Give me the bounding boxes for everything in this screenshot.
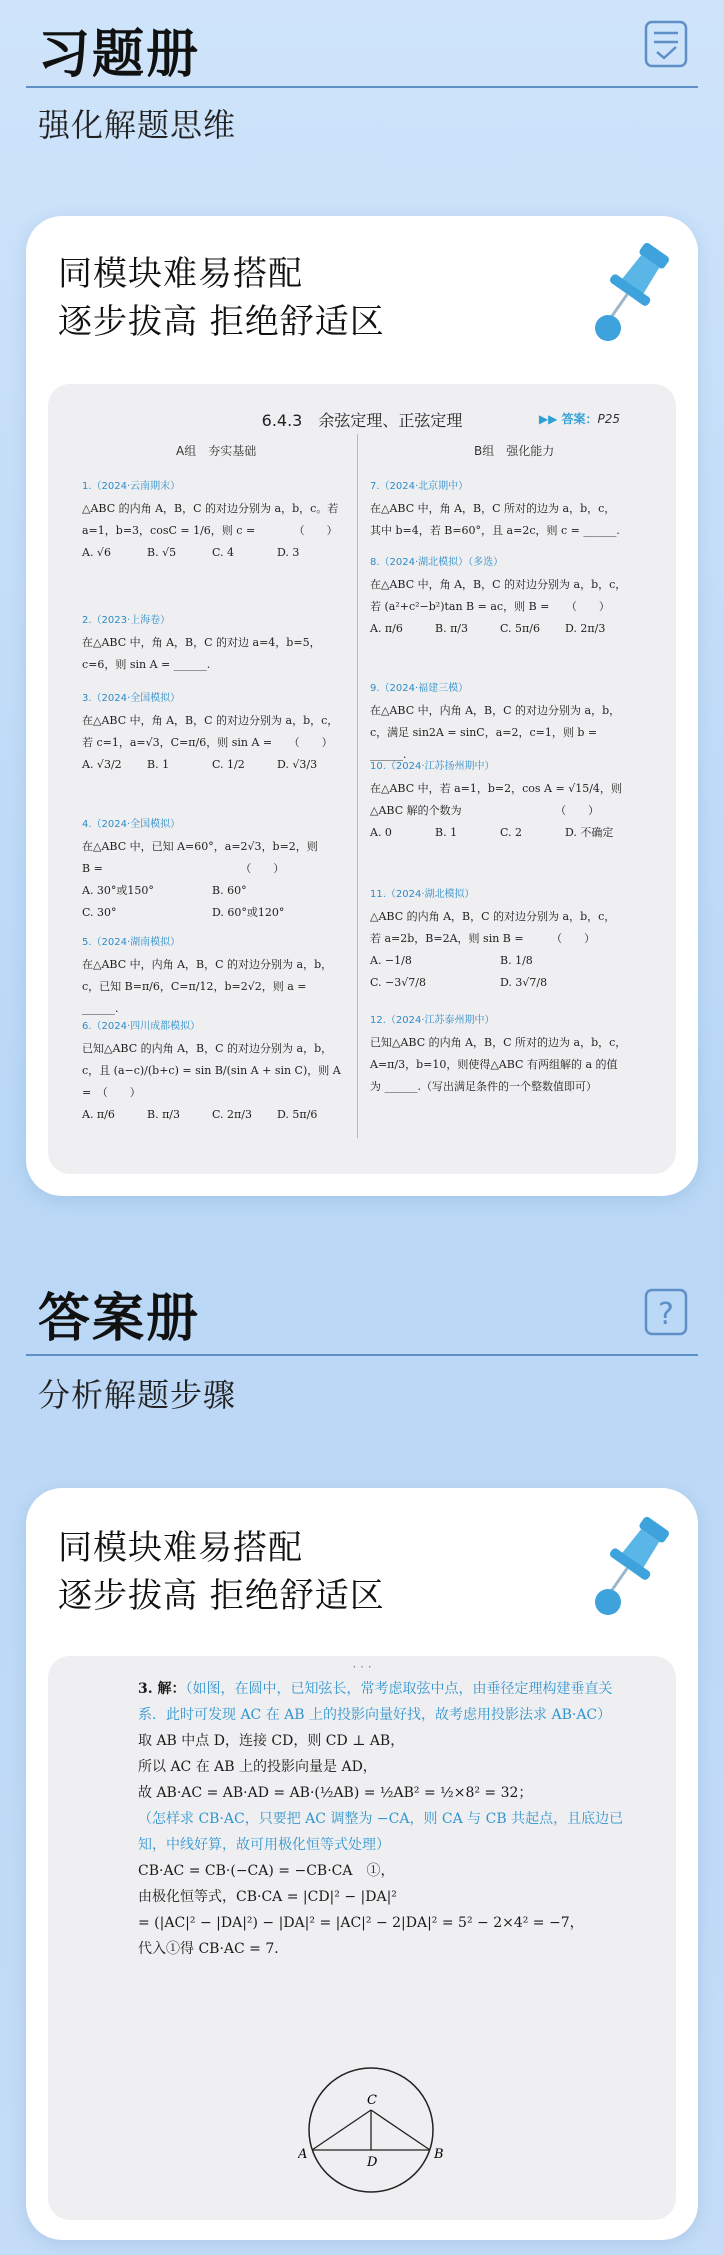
solution-hint-1 xyxy=(138,1676,636,1728)
question-line: B = （ ） xyxy=(82,862,285,875)
group-a-heading: A组 夯实基础 xyxy=(176,444,257,458)
label-b: B xyxy=(434,2147,444,2162)
question-line: 其中 b=4，若 B=60°，且 a=2c，则 c = ______. xyxy=(370,524,620,537)
option: B. 1 xyxy=(147,758,170,771)
solution-step: CB·AC = CB·(−CA) = −CB·CA ①， xyxy=(138,1863,395,1879)
question-item xyxy=(82,814,342,924)
option: C. 1/2 xyxy=(212,758,245,771)
worksheet-title-text: 6.4.3 余弦定理、正弦定理 xyxy=(261,411,463,430)
question-source: 3.（2024·全国模拟） xyxy=(82,693,181,704)
solution-preview xyxy=(48,1656,676,2220)
question-line: 在△ABC 中，角 A，B，C 的对边分别为 a，b，c， xyxy=(82,714,339,727)
option: B. 1/8 xyxy=(500,954,533,967)
question-source: 7.（2024·北京期中） xyxy=(370,481,469,492)
option: D. 3 xyxy=(277,546,300,559)
solution-text xyxy=(138,1676,636,1962)
solution-step: = (|AC|² − |DA|²) − |DA|² = |AC|² − 2|DA|² = 5² − 2×4² = −7， xyxy=(138,1915,584,1931)
hint-text: （怎样求 CB·AC，只要把 AC 调整为 −CA，则 CA 与 CB 共起点，且底边已知，中线好算，故可用极化恒等式处理） xyxy=(138,1811,624,1853)
option: A. π/6 xyxy=(82,1108,115,1121)
circle-diagram xyxy=(298,2056,448,2206)
section-subtitle: 分析解题步骤 xyxy=(38,1376,237,1414)
question-source: 2.（2023·上海卷） xyxy=(82,615,171,626)
option: C. 2π/3 xyxy=(212,1108,252,1121)
question-options xyxy=(370,950,630,994)
exercise-card xyxy=(26,216,698,1196)
section-title: 答案册 xyxy=(38,1289,201,1349)
headline-line-1: 同模块难易搭配 xyxy=(58,1528,303,1568)
pushpin-icon xyxy=(588,236,678,346)
card-headline xyxy=(58,250,385,346)
question-item xyxy=(82,476,342,564)
option: C. 5π/6 xyxy=(500,622,540,635)
question-item xyxy=(82,932,342,1020)
question-item xyxy=(370,1010,630,1098)
question-line: △ABC 的内角 A，B，C 的对边分别为 a，b，c。若 xyxy=(82,502,339,515)
question-line: 已知△ABC 的内角 A，B，C 所对的边为 a，b，c， xyxy=(370,1036,627,1049)
question-line: 在△ABC 中，内角 A，B，C 的对边分别为 a，b， xyxy=(82,958,333,971)
question-source: 4.（2024·全国模拟） xyxy=(82,819,181,830)
worksheet-title xyxy=(48,408,676,431)
pushpin-icon xyxy=(588,1510,678,1620)
question-item xyxy=(370,552,630,640)
question-line: 若 c=1，a=√3，C=π/6，则 sin A = （ ） xyxy=(82,736,333,749)
question-item xyxy=(370,678,630,766)
headline-line-2: 逐步拔高 拒绝舒适区 xyxy=(58,1576,385,1616)
question-options xyxy=(82,880,342,924)
question-line: a=1，b=3，cosC = 1/6，则 c = （ ） xyxy=(82,524,338,537)
option: C. −3√7/8 xyxy=(370,976,426,989)
question-icon xyxy=(644,1288,688,1336)
section-subtitle: 强化解题思维 xyxy=(38,106,237,144)
question-source: 5.（2024·湖南模拟） xyxy=(82,937,181,948)
option: D. 3√7/8 xyxy=(500,976,548,989)
question-line: c=6，则 sin A = ______. xyxy=(82,658,211,671)
question-source: 10.（2024·江苏扬州期中） xyxy=(370,761,495,772)
question-item xyxy=(82,688,342,776)
checklist-icon xyxy=(644,20,688,68)
section-header-answers xyxy=(26,1272,698,1412)
question-line: c，满足 sin2A = sinC，a=2，c=1，则 b = ______. xyxy=(370,726,598,761)
question-options xyxy=(82,542,342,564)
option: A. π/6 xyxy=(370,622,403,635)
question-line: 在△ABC 中，若 a=1，b=2，cos A = √15/4，则 xyxy=(370,782,622,795)
question-source: 12.（2024·江苏泰州期中） xyxy=(370,1015,495,1026)
question-item xyxy=(82,610,342,676)
option: B. 1 xyxy=(435,826,458,839)
option: B. 60° xyxy=(212,884,247,897)
label-a: A xyxy=(298,2147,308,2162)
section-header-exercise xyxy=(26,10,698,150)
question-options xyxy=(82,1104,342,1126)
option: C. 4 xyxy=(212,546,235,559)
question-line: c，已知 B=π/6，C=π/12，b=2√2，则 a = ______. xyxy=(82,980,307,1015)
question-options xyxy=(370,618,630,640)
question-source: 11.（2024·湖北模拟） xyxy=(370,889,475,900)
option: D. 不确定 xyxy=(565,826,614,839)
group-b-heading: B组 强化能力 xyxy=(474,444,555,458)
question-source: 8.（2024·湖北模拟）（多选） xyxy=(370,557,504,568)
option: A. −1/8 xyxy=(370,954,412,967)
section-divider xyxy=(26,86,698,88)
question-line: 若 a=2b，B=2A，则 sin B = （ ） xyxy=(370,932,596,945)
answer-page-ref: ▶▶ 答案：P25 xyxy=(538,412,620,426)
option: B. √5 xyxy=(147,546,177,559)
question-item xyxy=(82,1016,342,1126)
question-line: 已知△ABC 的内角 A，B，C 的对边分别为 a，b， xyxy=(82,1042,333,1055)
svg-text:?: ? xyxy=(658,1297,674,1332)
option: A. 30°或150° xyxy=(82,884,154,897)
question-line: 在△ABC 中，已知 A=60°，a=2√3，b=2，则 xyxy=(82,840,318,853)
section-divider xyxy=(26,1354,698,1356)
option: B. π/3 xyxy=(147,1108,181,1121)
question-line: 为 ______.（写出满足条件的一个整数值即可） xyxy=(370,1080,597,1093)
solution-step: 代入①得 CB·AC = 7． xyxy=(138,1941,289,1957)
question-line: c，且 (a−c)/(b+c) = sin B/(sin A + sin C)，则 A = （ ） xyxy=(82,1064,341,1099)
section-title: 习题册 xyxy=(38,25,201,85)
question-line: 在△ABC 中，角 A，B，C 的对边分别为 a，b，c， xyxy=(370,578,627,591)
question-item xyxy=(370,756,630,844)
option: D. 5π/6 xyxy=(277,1108,318,1121)
question-source: 6.（2024·四川成都模拟） xyxy=(82,1021,201,1032)
hint-text: （如图，在圆中，已知弦长，常考虑取弦中点，由垂径定理构建垂直关系．此时可发现 AC 在 AB 上的投影向量好找，故考虑用投影法求 AB·AC） xyxy=(138,1681,613,1723)
solution-step: 故 AB·AC = AB·AD = AB·(½AB) = ½AB² = ½×8² = 32； xyxy=(138,1785,533,1801)
solution-step: 所以 AC 在 AB 上的投影向量是 AD， xyxy=(138,1759,377,1775)
question-source: 9.（2024·福建三模） xyxy=(370,683,469,694)
option: A. √3/2 xyxy=(82,758,122,771)
question-line: A=π/3，b=10，则使得△ABC 有两组解的 a 的值 xyxy=(370,1058,618,1071)
answer-card xyxy=(26,1488,698,2240)
option: D. √3/3 xyxy=(277,758,318,771)
option: B. π/3 xyxy=(435,622,469,635)
option: D. 60°或120° xyxy=(212,906,285,919)
question-line: △ABC 的内角 A，B，C 的对边分别为 a，b，c， xyxy=(370,910,616,923)
option: C. 2 xyxy=(500,826,523,839)
card-headline xyxy=(58,1524,385,1620)
solution-step: 取 AB 中点 D，连接 CD，则 CD ⊥ AB， xyxy=(138,1733,405,1749)
column-divider xyxy=(357,434,358,1138)
worksheet-preview xyxy=(48,384,676,1174)
dots: · · · xyxy=(352,1660,372,1674)
question-source: 1.（2024·云南期末） xyxy=(82,481,181,492)
option: A. √6 xyxy=(82,546,111,559)
question-line: 在△ABC 中，内角 A，B，C 的对边分别为 a，b， xyxy=(370,704,621,717)
question-line: △ABC 解的个数为 （ ） xyxy=(370,804,600,817)
option: D. 2π/3 xyxy=(565,622,606,635)
question-item xyxy=(370,884,630,994)
label-c: C xyxy=(367,2093,377,2108)
option: A. 0 xyxy=(370,826,392,839)
option: C. 30° xyxy=(82,906,117,919)
solution-step: 由极化恒等式，CB·CA = |CD|² − |DA|² xyxy=(138,1889,397,1905)
question-line: 在△ABC 中，角 A，B，C 所对的边为 a，b，c， xyxy=(370,502,616,515)
question-line: 在△ABC 中，角 A，B，C 的对边 a=4，b=5， xyxy=(82,636,321,649)
question-line: 若 (a²+c²−b²)tan B = ac，则 B = （ ） xyxy=(370,600,610,613)
question-options xyxy=(82,754,342,776)
headline-line-1: 同模块难易搭配 xyxy=(58,254,303,294)
question-options xyxy=(370,822,630,844)
label-d: D xyxy=(367,2155,378,2170)
solution-number: 3. 解： xyxy=(138,1681,186,1697)
headline-line-2: 逐步拔高 拒绝舒适区 xyxy=(58,302,385,342)
question-item xyxy=(370,476,630,542)
